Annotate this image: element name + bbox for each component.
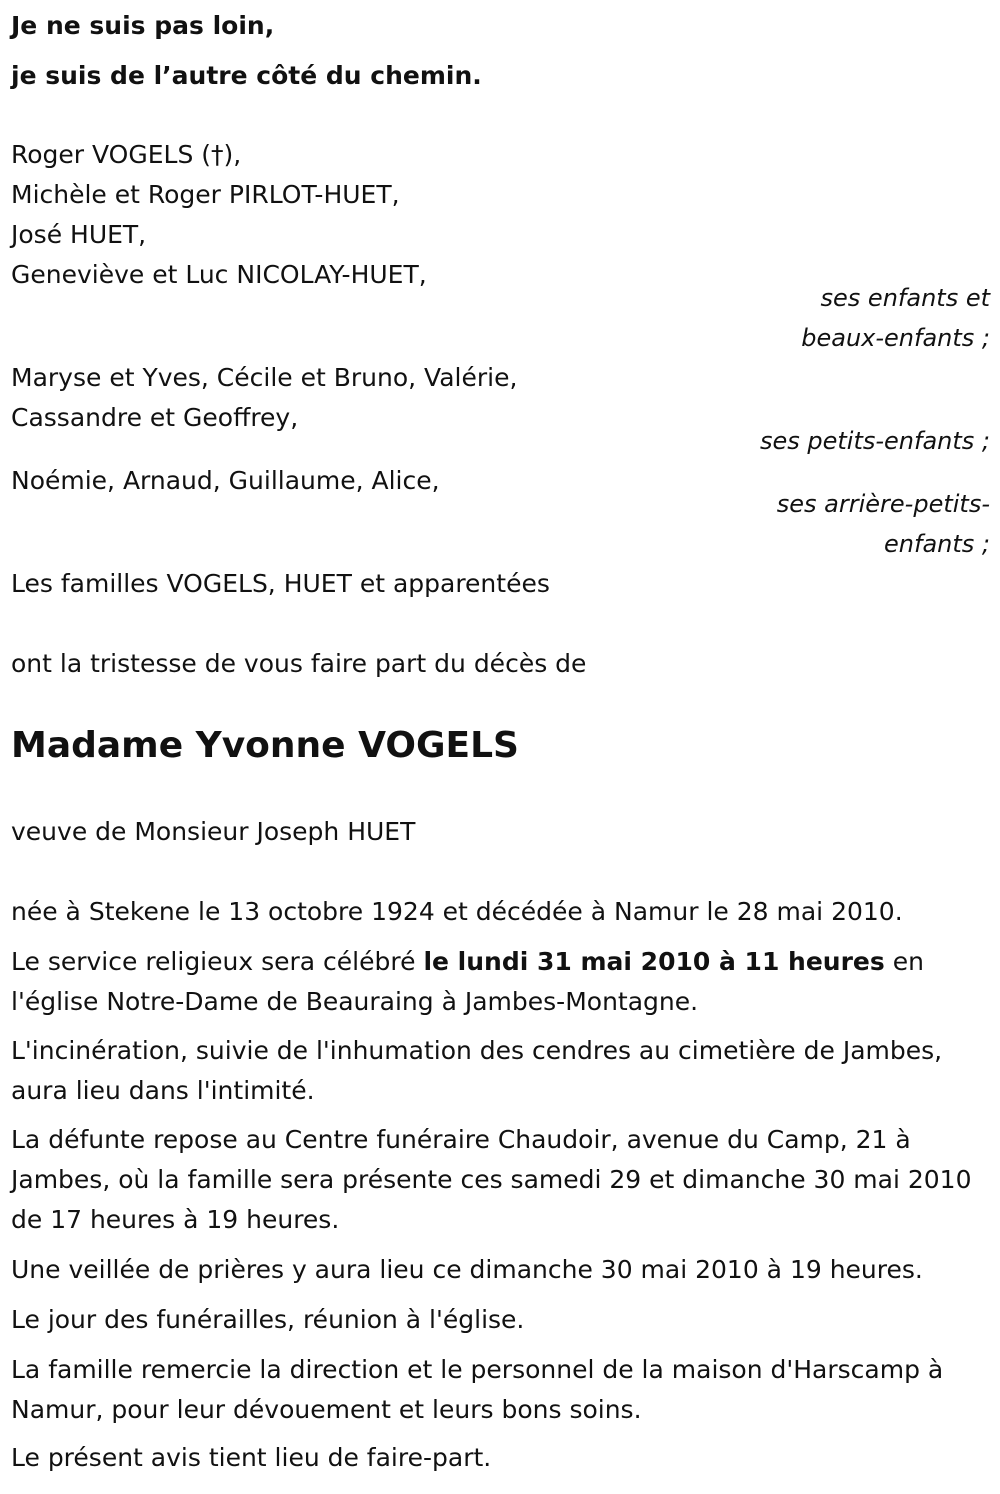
grandchildren-names-2: Cassandre et Geoffrey, — [11, 403, 299, 432]
cremation-paragraph: L'incinération, suivie de l'inhumation des cendres au cimetière de Jambes, aura lieu dans l'intimité. — [11, 1036, 943, 1105]
deceased-name: Madame Yvonne VOGELS — [11, 725, 519, 766]
vigil-paragraph: Une veillée de prières y aura lieu ce dimanche 30 mai 2010 à 19 heures. — [11, 1255, 923, 1284]
service-text-pre: Le service religieux sera célébré — [11, 947, 424, 976]
service-date-bold: le lundi 31 mai 2010 à 11 heures — [423, 947, 885, 976]
child-name-2: Michèle et Roger PIRLOT-HUET, — [11, 180, 400, 209]
epigraph-line-1: Je ne suis pas loin, — [11, 11, 275, 40]
children-relation-line-1: ses enfants et — [820, 284, 990, 312]
great-grandchildren-relation-line-2: enfants ; — [884, 530, 990, 558]
great-grandchildren-relation-line-1: ses arrière-petits- — [776, 490, 990, 518]
great-grandchildren-names: Noémie, Arnaud, Guillaume, Alice, — [11, 466, 440, 495]
birth-death-paragraph: née à Stekene le 13 octobre 1924 et décédée à Namur le 28 mai 2010. — [11, 897, 903, 926]
children-relation-line-2: beaux-enfants ; — [801, 324, 990, 352]
announcement-line: ont la tristesse de vous faire part du décès de — [11, 649, 587, 678]
thanks-paragraph: La famille remercie la direction et le personnel de la maison d'Harscamp à Namur, pour leur dévouement et leurs bons soins. — [11, 1355, 944, 1424]
widow-of-line: veuve de Monsieur Joseph HUET — [11, 817, 416, 846]
grandchildren-relation: ses petits-enfants ; — [759, 427, 990, 455]
meeting-paragraph: Le jour des funérailles, réunion à l'église. — [11, 1305, 525, 1334]
notice-paragraph: Le présent avis tient lieu de faire-part. — [11, 1443, 492, 1472]
service-paragraph — [11, 942, 989, 1022]
service-text-post: en l'église Notre-Dame de Beauraing à Jambes-Montagne. — [11, 947, 924, 1016]
families-line: Les familles VOGELS, HUET et apparentées — [11, 569, 550, 598]
child-name-1: Roger VOGELS (†), — [11, 140, 242, 169]
grandchildren-names-1: Maryse et Yves, Cécile et Bruno, Valérie, — [11, 363, 518, 392]
child-name-3: José HUET, — [11, 220, 147, 249]
child-name-4: Geneviève et Luc NICOLAY-HUET, — [11, 260, 427, 289]
epigraph-line-2: je suis de l’autre côté du chemin. — [11, 61, 482, 90]
repose-paragraph: La défunte repose au Centre funéraire Chaudoir, avenue du Camp, 21 à Jambes, où la famille sera présente ces samedi 29 et dimanche 30 mai 2010 de 17 heures à 19 heures. — [11, 1125, 972, 1234]
